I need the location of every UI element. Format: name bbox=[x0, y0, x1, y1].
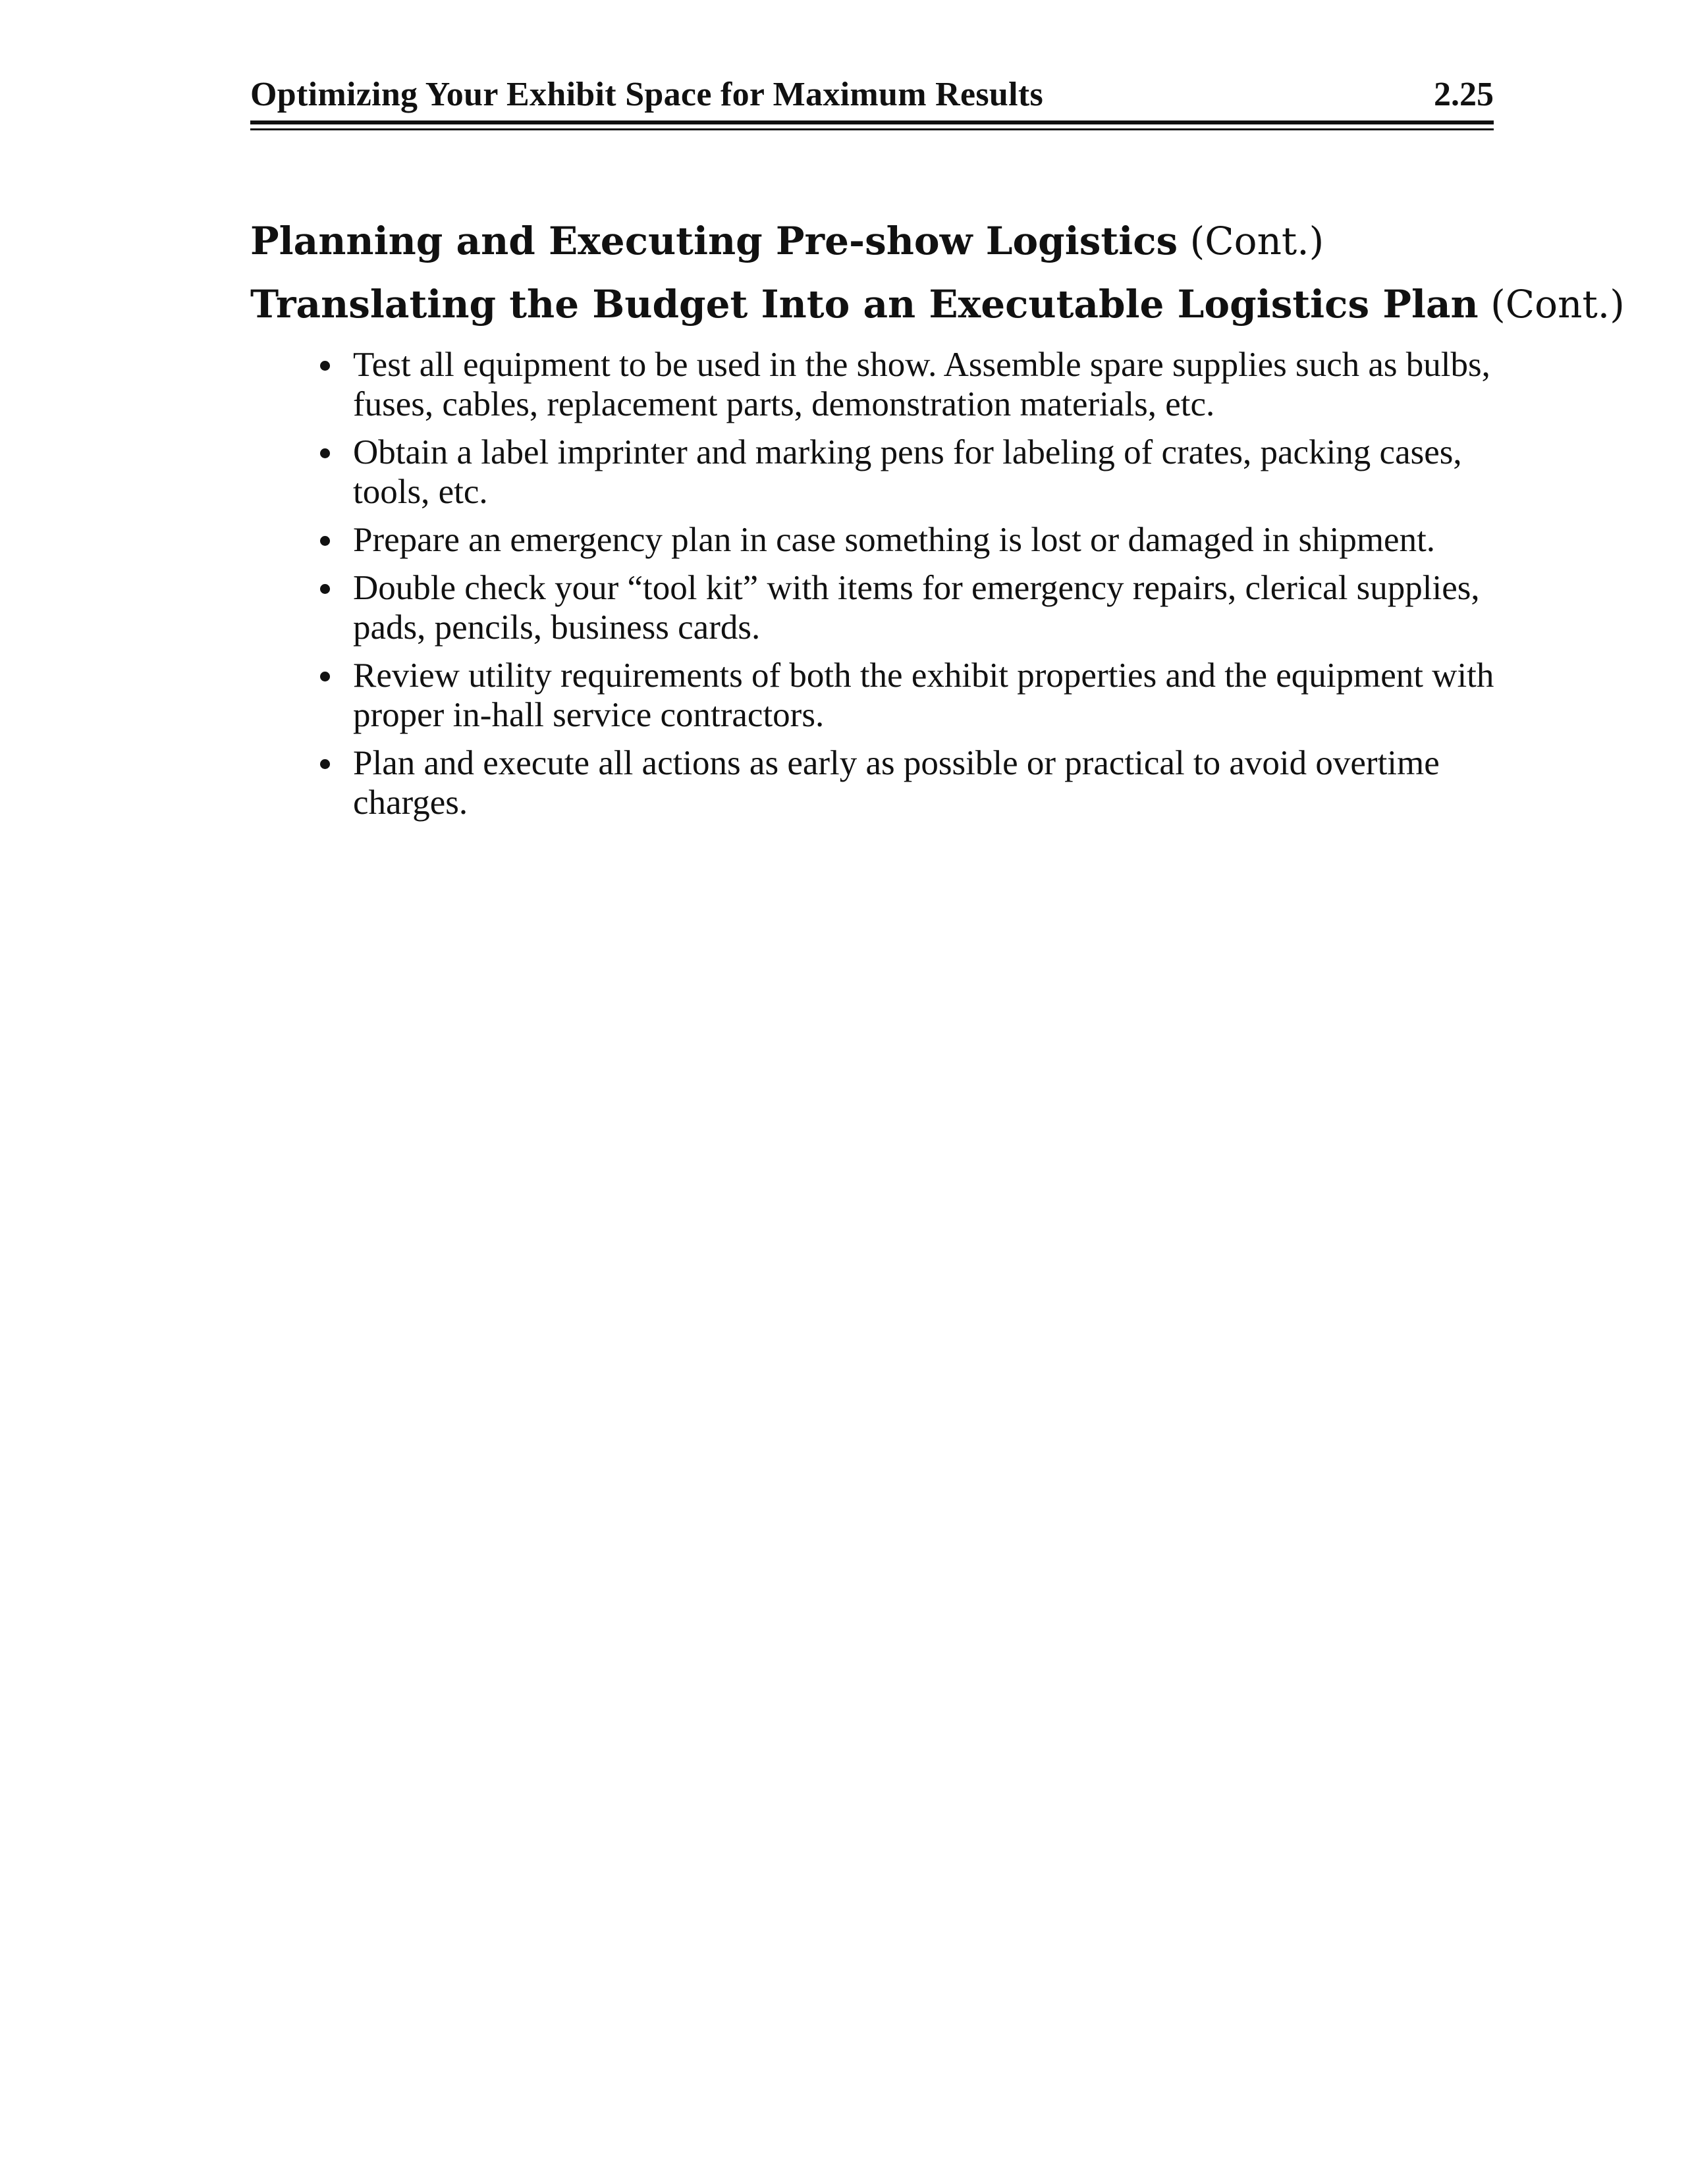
subsection-heading bbox=[250, 273, 1625, 336]
list-item-text: Review utility requirements of both the exhibit properties and the equipment with proper in-hall service contractors. bbox=[353, 656, 1494, 734]
section-heading-cont: (Cont.) bbox=[1189, 219, 1324, 263]
list-item bbox=[315, 568, 1507, 647]
subsection-heading-cont: (Cont.) bbox=[1490, 282, 1625, 327]
running-header bbox=[250, 71, 1494, 124]
header-rule-thin bbox=[250, 128, 1494, 130]
header-title: Optimizing Your Exhibit Space for Maximum Results bbox=[250, 76, 1044, 113]
list-item bbox=[315, 743, 1507, 822]
list-item bbox=[315, 520, 1507, 560]
list-item bbox=[315, 433, 1507, 512]
section-heading bbox=[250, 209, 1502, 273]
list-item bbox=[315, 345, 1507, 424]
list-item bbox=[315, 656, 1507, 735]
logistics-checklist bbox=[315, 345, 1507, 831]
list-item-text: Test all equipment to be used in the show. Assemble spare supplies such as bulbs, fuses, cables, replacement parts, demonstration materials, etc. bbox=[353, 346, 1490, 423]
bullet-icon bbox=[320, 536, 330, 546]
bullet-icon bbox=[320, 361, 330, 371]
bullet-icon bbox=[320, 672, 330, 681]
list-item-text: Plan and execute all actions as early as possible or practical to avoid overtime charges. bbox=[353, 744, 1440, 822]
list-item-text: Prepare an emergency plan in case something is lost or damaged in shipment. bbox=[353, 521, 1436, 559]
section-heading-text: Planning and Executing Pre-show Logistics bbox=[250, 219, 1178, 263]
bullet-icon bbox=[320, 448, 330, 458]
list-item-text: Double check your “tool kit” with items for emergency repairs, clerical supplies, pads, pencils, business cards. bbox=[353, 569, 1480, 647]
bullet-icon bbox=[320, 759, 330, 769]
bullet-icon bbox=[320, 584, 330, 594]
list-item-text: Obtain a label imprinter and marking pens for labeling of crates, packing cases, tools, etc. bbox=[353, 433, 1462, 511]
section-headings bbox=[250, 209, 1625, 336]
subsection-heading-text: Translating the Budget Into an Executable Logistics Plan bbox=[250, 282, 1479, 327]
page-number: 2.25 bbox=[1434, 76, 1494, 113]
header-rule-thick bbox=[250, 120, 1494, 124]
